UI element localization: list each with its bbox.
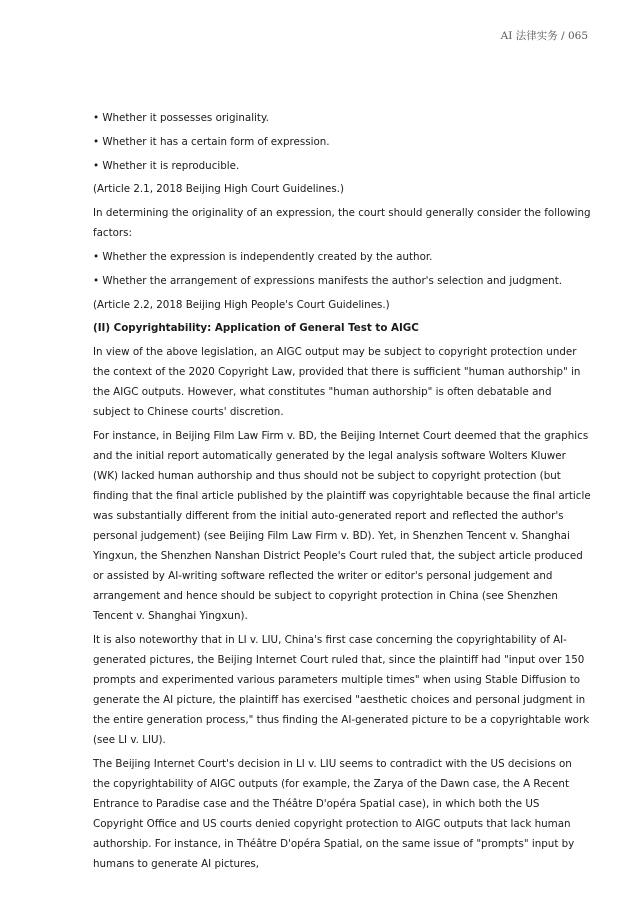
bullet-originality: • Whether it possesses originality. (93, 112, 269, 124)
paragraph-us-decisions: The Beijing Internet Court's decision in LI v. LIU seems to contradict with the US decisions on the copyrightability of AIGC outputs (for example, the Zarya of the Dawn case, the A Recent Entrance to Paradise case and the Théâtre D'opéra Spatial case), in which both the US Copyright Office and US courts denied copyright protection to AIGC outputs that lack human authorship. For instance, in Théâtre D'opéra Spatial, on the same issue of "prompts" input by humans to generate AI pictures, (93, 757, 575, 870)
citation-article-2-2: (Article 2.2, 2018 Beijing High People's Court Guidelines.) (93, 298, 390, 311)
bullet-reproducible: • Whether it is reproducible. (93, 159, 240, 172)
paragraph-beijing-film: For instance, in Beijing Film Law Firm v. BD, the Beijing Internet Court deemed that the graphics and the initial report automatically generated by the legal analysis software Wolters Kluwer (WK) lacked human authorship and thus should not be subject to copyright protection (but finding that the final article published by the plaintiff was copyrightable because the final article was substantially different from the initial auto-generated report and reflected the author's personal judgement) (see Beijing Film Law Firm v. BD). Yet, in Shenzhen Tencent v. Shanghai Yingxun, the Shenzhen Nanshan District People's Court ruled that, the subject article produced or assisted by AI-writing software reflected the writer or editor's personal judgement and arrangement and hence should be subject to copyright protection in China (see Shenzhen Tencent v. Shanghai Yingxun). (93, 429, 591, 622)
paragraph-originality-factors: In determining the originality of an expression, the court should generally consider the following factors: (93, 207, 591, 240)
bullet-selection-judgment: • Whether the arrangement of expressions manifests the author's selection and judgment. (93, 274, 563, 287)
bullet-form-of-expression: • Whether it has a certain form of expression. (93, 135, 330, 148)
paragraph-legislation: In view of the above legislation, an AIGC output may be subject to copyright protection under the context of the 2020 Copyright Law, provided that there is sufficient "human authorship" in the AIGC outputs. However, what constitutes "human authorship" is often debatable and subject to Chinese courts' discretion. (93, 346, 581, 419)
running-header: AI 法律实务 / 065 (500, 30, 588, 42)
paragraph-li-v-liu: It is also noteworthy that in LI v. LIU, China's first case concerning the copyrightability of AI-generated pictures, the Beijing Internet Court ruled that, since the plaintiff had "input over 150 prompts and experimented various parameters multiple times" when using Stable Diffusion to generate the AI picture, the plaintiff has exercised "aesthetic choices and personal judgment in the entire generation process," thus finding the AI-generated picture to be a copyrightable work (see LI v. LIU). (93, 633, 590, 746)
bullet-independently-created: • Whether the expression is independently created by the author. (93, 250, 433, 263)
page-body (93, 108, 591, 877)
section-heading: (II) Copyrightability: Application of General Test to AIGC (93, 322, 419, 335)
citation-article-2-1: (Article 2.1, 2018 Beijing High Court Guidelines.) (93, 183, 345, 196)
